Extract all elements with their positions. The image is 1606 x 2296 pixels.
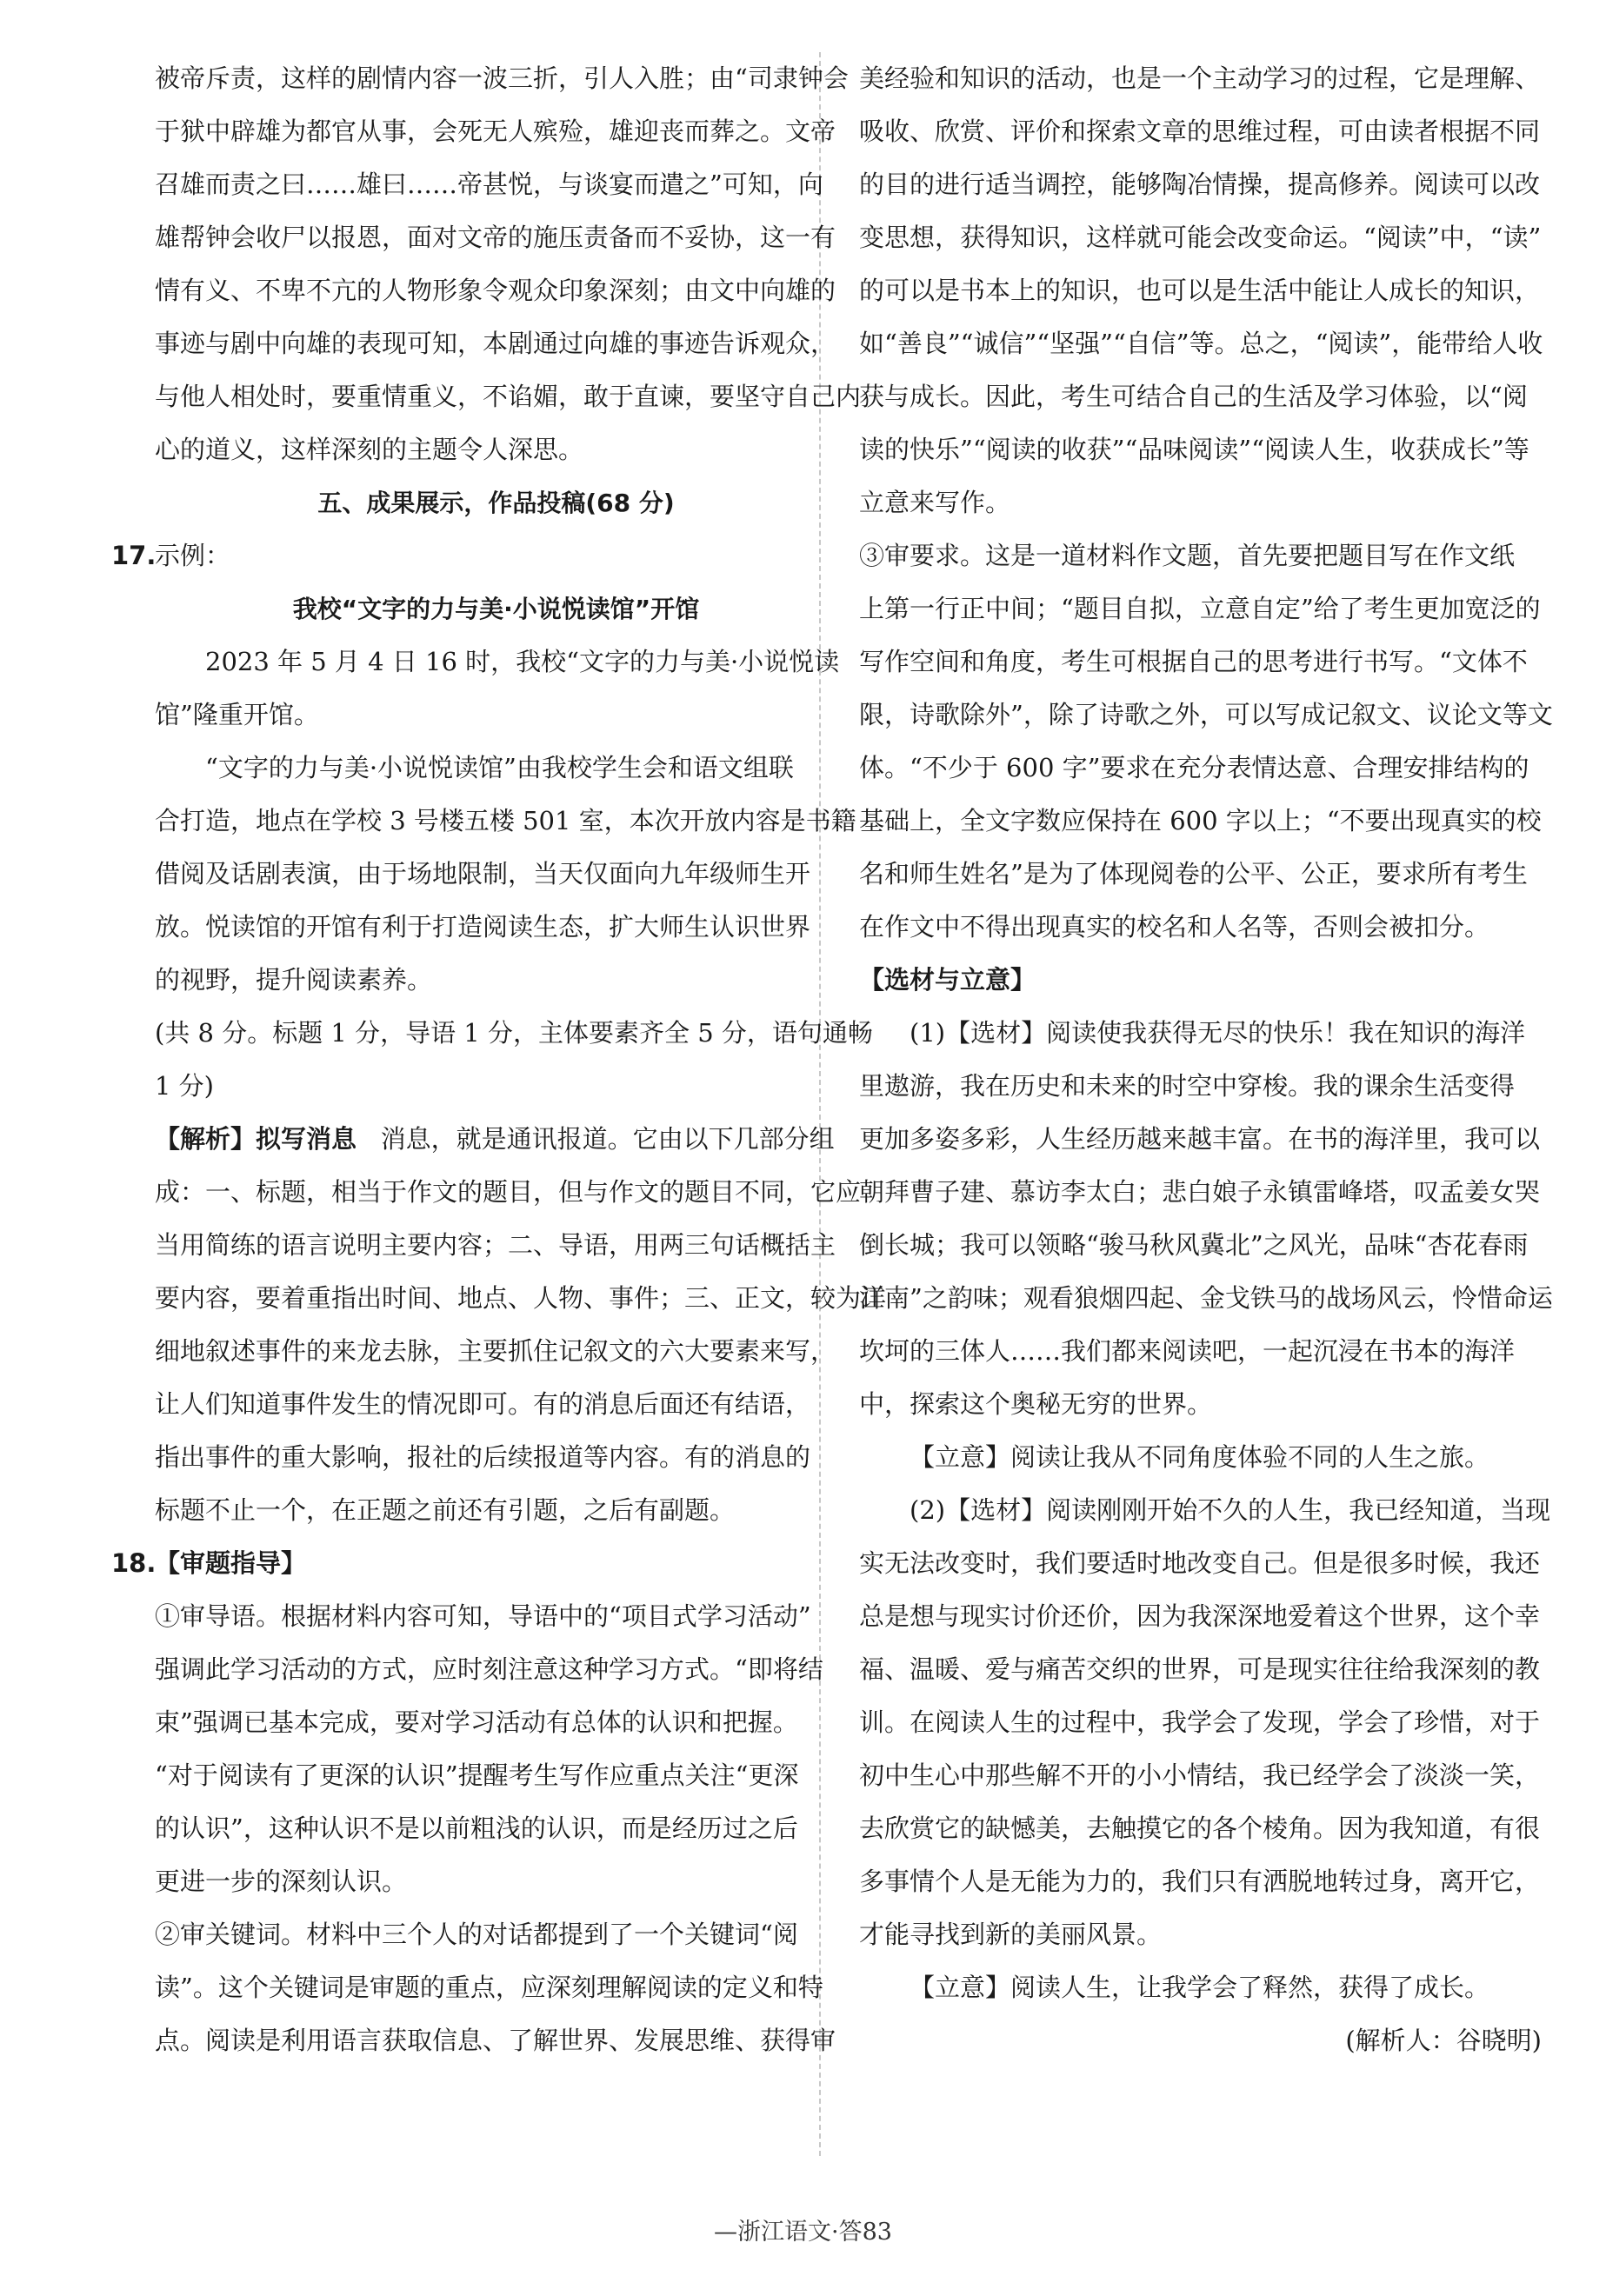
right-column [859,52,1553,2067]
text-line: 要内容，要着重指出时间、地点、人物、事件；三、正文，较为详 [155,1283,887,1313]
xuancai-tag: 【选材与立意】 [859,965,1036,995]
text-line: 基础上，全文字数应保持在 600 字以上；“不要出现真实的校 [859,806,1542,835]
q17-label: 示例： [155,541,231,570]
reading-definition [859,52,1542,529]
text-line: 更进一步的深刻认识。 [155,1867,408,1896]
text-line: 初中生心中那些解不开的小小情结，我已经学会了淡淡一笑， [859,1760,1541,1790]
text-line: 与他人相处时，要重情重义，不谄媚，敢于直谏，要坚守自己内 [155,382,862,411]
requirements-block [859,529,1553,954]
text-line: 中，探索这个奥秘无穷的世界。 [859,1389,1213,1419]
text-line: 坎坷的三体人……我们都来阅读吧，一起沉浸在书本的海洋 [859,1336,1516,1366]
text-line: 朝拜曹子建、慕访李太白；悲白娘子永镇雷峰塔，叹孟姜女哭 [859,1177,1541,1207]
liyi-2: 【立意】阅读人生，让我学会了释然，获得了成长。 [910,1973,1490,2002]
question-number: 18. [111,1548,157,1578]
author-credit: (解析人：谷晓明) [1345,2026,1542,2055]
text-line: 训。在阅读人生的过程中，我学会了发现，学会了珍惜，对于 [859,1707,1541,1737]
text-line: “对于阅读有了更深的认识”提醒考生写作应重点关注“更深 [155,1760,799,1790]
section-title: 五、成果展示，作品投稿(68 分) [317,489,675,517]
text-line: 获与成长。因此，考生可结合自己的生活及学习体验，以“阅 [859,382,1528,411]
text-line: 如“善良”“诚信”“坚强”“自信”等。总之，“阅读”，能带给人收 [859,329,1543,358]
text-line: 的认识”，这种认识不是以前粗浅的认识，而是经历过之后 [155,1814,798,1843]
text-line: 2023 年 5 月 4 日 16 时，我校“文字的力与美·小说悦读 [205,647,840,676]
text-line: 强调此学习活动的方式，应时刻注意这种学习方式。“即将结 [155,1654,823,1684]
material-2 [859,1484,1551,1961]
text-line: 指出事件的重大影响，报社的后续报道等内容。有的消息的 [155,1442,811,1472]
left-column [111,52,887,2067]
text-line: 束”强调已基本完成，要对学习活动有总体的认识和把握。 [155,1707,798,1737]
text-line: 心的道义，这样深刻的主题令人深思。 [155,435,584,464]
material-1 [859,1007,1553,1431]
text-line: 雄帮钟会收尸以报恩，面对文帝的施压责备而不妥协，这一有 [155,223,836,252]
text-line: 于狱中辟雄为都官从事，会死无人殡殓，雄迎丧而葬之。文帝 [155,116,836,146]
text-line: 情有义、不卑不亢的人物形象令观众印象深刻；由文中向雄的 [155,276,836,305]
text-line: 倒长城；我可以领略“骏马秋风冀北”之风光，品味“杏花春雨 [859,1230,1529,1260]
question-number: 17. [111,541,157,570]
text-line: 让人们知道事件发生的情况即可。有的消息后面还有结语， [155,1389,811,1419]
page-footer: —浙江语文·答83 [714,2219,892,2246]
text-line: 的目的进行适当调控，能够陶冶情操，提高修养。阅读可以改 [859,170,1541,199]
text-line: 的视野，提升阅读素养。 [155,965,433,995]
text-line: 体。“不少于 600 字”要求在充分表情达意、合理安排结构的 [859,753,1529,782]
text-line: 在作文中不得出现真实的校名和人名等，否则会被扣分。 [859,912,1490,942]
q16-answer-tail [155,52,862,476]
text-line: (1)【选材】阅读使我获得无尽的快乐！我在知识的海洋 [910,1018,1526,1048]
text-line: 1 分) [155,1071,214,1101]
text-line: 成：一、标题，相当于作文的题目，但与作文的题目不同，它应 [155,1177,862,1207]
text-line: ①审导语。根据材料内容可知，导语中的“项目式学习活动” [155,1601,811,1631]
text-line: 多事情个人是无能为力的，我们只有洒脱地转过身，离开它， [859,1867,1541,1896]
q18-tag: 【审题指导】 [155,1548,307,1578]
text-line: 限，诗歌除外”，除了诗歌之外，可以写成记叙文、议论文等文 [859,700,1553,729]
text-line: 合打造，地点在学校 3 号楼五楼 501 室，本次开放内容是书籍 [155,806,856,835]
text-line: 吸收、欣赏、评价和探索文章的思维过程，可由读者根据不同 [859,116,1541,146]
text-line: 写作空间和角度，考生可根据自己的思考进行书写。“文体不 [859,647,1528,676]
text-line: 标题不止一个，在正题之前还有引题，之后有副题。 [155,1495,736,1525]
news-title: 我校“文字的力与美·小说悦读馆”开馆 [292,595,700,623]
text-line: 细地叙述事件的来龙去脉，主要抓住记叙文的六大要素来写， [155,1336,836,1366]
text-line: 读的快乐”“阅读的收获”“品味阅读”“阅读人生，收获成长”等 [859,435,1529,464]
analysis-block [155,1113,887,1537]
q18-body [155,1590,837,2067]
text-line: 江南”之韵味；观看狼烟四起、金戈铁马的战场风云，怜惜命运 [859,1283,1553,1313]
q18-header [111,1537,837,1590]
text-line: 去欣赏它的缺憾美，去触摸它的各个棱角。因为我知道，有很 [859,1814,1541,1843]
text-line: 名和师生姓名”是为了体现阅卷的公平、公正，要求所有考生 [859,859,1528,888]
text-line: (2)【选材】阅读刚刚开始不久的人生，我已经知道，当现 [910,1495,1551,1525]
text-span: 消息，就是通讯报道。它由以下几部分组 [380,1124,835,1154]
score-note [155,1007,873,1113]
text-line: 借阅及话剧表演，由于场地限制，当天仅面向九年级师生开 [155,859,811,888]
text-line: (共 8 分。标题 1 分，导语 1 分，主体要素齐全 5 分，语句通畅 [155,1018,873,1048]
text-line: 馆”隆重开馆。 [155,700,319,729]
text-line: 点。阅读是利用语言获取信息、了解世界、发展思维、获得审 [155,2026,836,2055]
analysis-tag: 【解析】拟写消息 [155,1124,357,1154]
q17-header [111,529,837,582]
text-line: 事迹与剧中向雄的表现可知，本剧通过向雄的事迹告诉观众， [155,329,836,358]
text-line: 召雄而责之曰……雄曰……帝甚悦，与谈宴而遣之”可知，向 [155,170,823,199]
text-line: “文字的力与美·小说悦读馆”由我校学生会和语文组联 [205,753,794,782]
liyi-1: 【立意】阅读让我从不同角度体验不同的人生之旅。 [910,1442,1490,1472]
text-line: 美经验和知识的活动，也是一个主动学习的过程，它是理解、 [859,63,1541,93]
text-line: 的可以是书本上的知识，也可以是生活中能让人成长的知识， [859,276,1541,305]
text-line: 实无法改变时，我们要适时地改变自己。但是很多时候，我还 [859,1548,1541,1578]
text-line: 更加多姿多彩，人生经历越来越丰富。在书的海洋里，我可以 [859,1124,1541,1154]
text-line: 被帝斥责，这样的剧情内容一波三折，引人入胜；由“司隶钟会 [155,63,849,93]
text-line: 福、温暖、爱与痛苦交织的世界，可是现实往往给我深刻的教 [859,1654,1541,1684]
text-line: 当用简练的语言说明主要内容；二、导语，用两三句话概括主 [155,1230,836,1260]
text-line: 才能寻找到新的美丽风景。 [859,1920,1163,1949]
text-line: ②审关键词。材料中三个人的对话都提到了一个关键词“阅 [155,1920,798,1949]
text-line: 变思想，获得知识，这样就可能会改变命运。“阅读”中，“读” [859,223,1542,252]
news-body [155,636,856,1007]
text-line: 立意来写作。 [859,488,1011,517]
text-line: 上第一行正中间；“题目自拟，立意自定”给了考生更加宽泛的 [859,594,1541,623]
text-line: 总是想与现实讨价还价，因为我深深地爱着这个世界，这个幸 [859,1601,1541,1631]
text-line: ③审要求。这是一道材料作文题，首先要把题目写在作文纸 [859,541,1516,570]
analysis-first-line [155,1113,837,1166]
text-line: 里遨游，我在历史和未来的时空中穿梭。我的课余生活变得 [859,1071,1516,1101]
text-line: 放。悦读馆的开馆有利于打造阅读生态，扩大师生认识世界 [155,912,811,942]
text-line: 读”。这个关键词是审题的重点，应深刻理解阅读的定义和特 [155,1973,823,2002]
